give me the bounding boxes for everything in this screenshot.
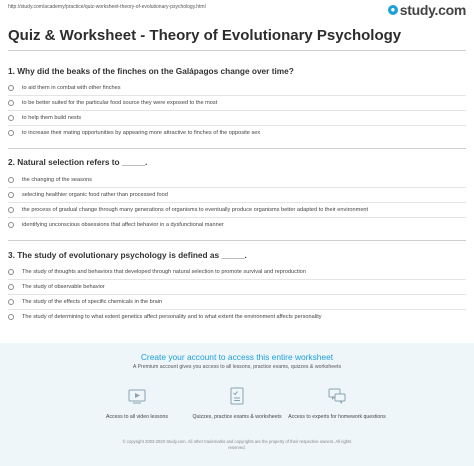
radio-icon[interactable] (8, 177, 14, 183)
promo-title[interactable]: Create your account to access this entire worksheet (140, 352, 334, 362)
question-1-option-4[interactable]: to increase their mating opportunities by appearing more attractive to finches of the opposite sex (8, 126, 260, 139)
feature-label: Access to experts for homework questions (288, 414, 386, 420)
feature-video-lessons (87, 386, 187, 421)
radio-icon[interactable] (8, 284, 14, 290)
video-lessons-icon (127, 386, 147, 406)
question-divider (8, 148, 466, 149)
question-1-option-2[interactable]: to be better suited for the particular food source they were exposed to the most (8, 96, 217, 109)
question-3-option-1[interactable]: The study of thoughts and behaviors that developed through natural selection to promote survival and reproduction (8, 265, 306, 278)
copyright-line-2: reserved. (228, 445, 246, 450)
expert-help-icon (327, 386, 347, 406)
radio-icon[interactable] (8, 207, 14, 213)
radio-icon[interactable] (8, 222, 14, 228)
question-1-text: 1. Why did the beaks of the finches on the Galápagos change over time? (8, 66, 294, 76)
question-3-text: 3. The study of evolutionary psychology is defined as _____. (8, 250, 247, 260)
radio-icon[interactable] (8, 85, 14, 91)
question-1-option-3[interactable]: to help them build nests (8, 111, 81, 124)
logo-text: study.com (399, 2, 466, 18)
page-title: Quiz & Worksheet - Theory of Evolutionary Psychology (8, 27, 402, 44)
page-url: http://study.com/academy/practice/quiz-worksheet-theory-of-evolutionary-psychology.html (8, 4, 206, 10)
question-3-option-2[interactable]: The study of observable behavior (8, 280, 105, 293)
question-2-option-3[interactable]: the process of gradual change through many generations of organisms to eventually produce organisms better adapted to their environment (8, 203, 368, 216)
radio-icon[interactable] (8, 314, 14, 320)
study-logo[interactable] (388, 2, 466, 18)
radio-icon[interactable] (8, 115, 14, 121)
question-1-option-1[interactable]: to aid them in combat with other finches (8, 81, 121, 94)
title-divider (8, 50, 466, 51)
radio-icon[interactable] (8, 130, 14, 136)
study-logo-icon: ● (388, 5, 398, 15)
feature-experts (287, 386, 387, 421)
question-2-text: 2. Natural selection refers to _____. (8, 157, 148, 167)
radio-icon[interactable] (8, 269, 14, 275)
copyright-line-1: © copyright 2003-2020 Study.com. All other trademarks and copyrights are the property of their respective owners. All rights (122, 439, 352, 444)
feature-label: Access to all video lessons (106, 414, 168, 420)
feature-quizzes (187, 386, 287, 421)
promo-subtitle: A Premium account gives you access to all lessons, practice exams, quizzes & worksheets (132, 364, 342, 370)
question-3-option-3[interactable]: The study of the effects of specific chemicals in the brain (8, 295, 162, 308)
radio-icon[interactable] (8, 299, 14, 305)
feature-label: Quizzes, practice exams & worksheets (192, 414, 282, 420)
quiz-icon (227, 386, 247, 406)
question-divider (8, 240, 466, 241)
question-3-option-4[interactable]: The study of determining to what extent genetics affect personality and to what extent the environment affects personality (8, 310, 322, 323)
question-2-option-1[interactable]: the changing of the seasons (8, 173, 92, 186)
radio-icon[interactable] (8, 192, 14, 198)
question-2-option-4[interactable]: identifying unconscious obsessions that affect behavior in a dysfunctional manner (8, 218, 224, 231)
radio-icon[interactable] (8, 100, 14, 106)
copyright-footer (0, 439, 474, 451)
question-2-option-2[interactable]: selecting healthier organic food rather than processed food (8, 188, 168, 201)
